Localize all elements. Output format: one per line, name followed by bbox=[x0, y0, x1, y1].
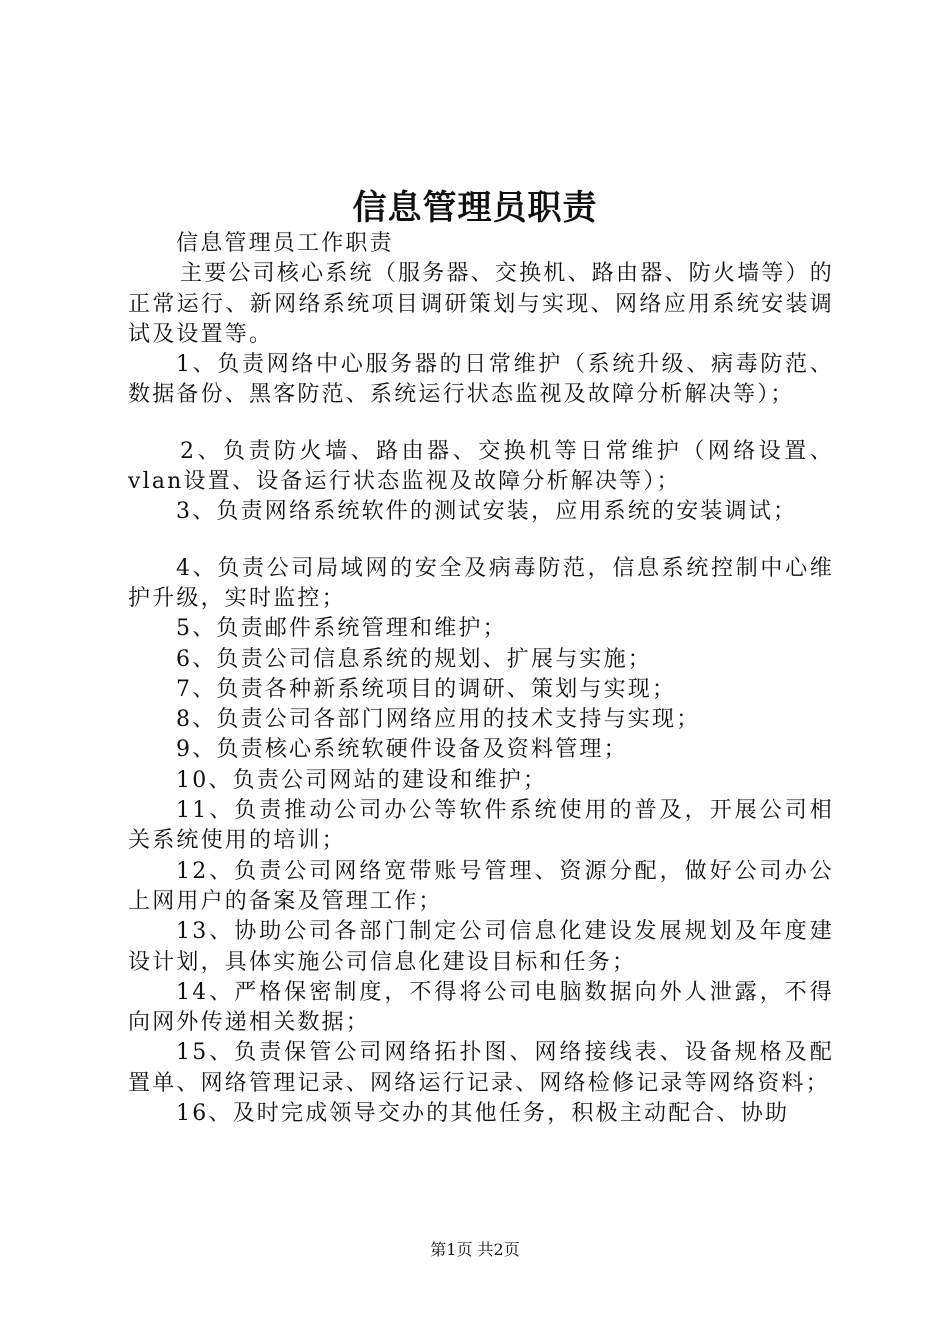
duty-item-14: 14、严格保密制度，不得将公司电脑数据向外人泄露，不得向网外传递相关数据； bbox=[128, 979, 834, 1036]
duty-item-10: 10、负责公司网站的建设和维护； bbox=[176, 767, 548, 793]
duty-item-16: 16、及时完成领导交办的其他任务，积极主动配合、协助 bbox=[176, 1101, 790, 1127]
duty-item-2: 2、负责防火墙、路由器、交换机等日常维护（网络设置、vlan设置、设备运行状态监视及故障分析解决等）； bbox=[128, 438, 834, 495]
duty-item-11: 11、负责推动公司办公等软件系统使用的普及，开展公司相关系统使用的培训； bbox=[128, 798, 834, 854]
duty-item-6: 6、负责公司信息系统的规划、扩展与实施； bbox=[176, 646, 652, 672]
duty-item-15: 15、负责保管公司网络拓扑图、网络接线表、设备规格及配置单、网络管理记录、网络运行记录、网络检修记录等网络资料； bbox=[128, 1040, 834, 1096]
intro-paragraph: 主要公司核心系统（服务器、交换机、路由器、防火墙等）的正常运行、新网络系统项目调研策划与实现、网络应用系统安装调试及设置等。 bbox=[128, 261, 834, 347]
duty-item-1: 1、负责网络中心服务器的日常维护（系统升级、病毒防范、数据备份、黑客防范、系统运行状态监视及故障分析解决等）； bbox=[128, 352, 834, 408]
duty-item-8: 8、负责公司各部门网络应用的技术支持与实现； bbox=[176, 707, 701, 733]
duty-item-9: 9、负责核心系统软硬件设备及资料管理； bbox=[176, 737, 628, 763]
duty-item-13: 13、协助公司各部门制定公司信息化建设发展规划及年度建设计划，具体实施公司信息化建设目标和任务； bbox=[128, 919, 834, 975]
page-number-footer: 第1页 共2页 bbox=[430, 1240, 520, 1259]
duty-item-4: 4、负责公司局域网的安全及病毒防范，信息系统控制中心维护升级，实时监控； bbox=[128, 555, 834, 611]
document-title: 信息管理员职责 bbox=[352, 188, 598, 228]
duty-item-5: 5、负责邮件系统管理和维护； bbox=[176, 616, 507, 642]
section-heading: 信息管理员工作职责 bbox=[176, 231, 394, 256]
duty-item-12: 12、负责公司网络宽带账号管理、资源分配，做好公司办公上网用户的备案及管理工作； bbox=[128, 858, 834, 914]
document-body bbox=[128, 229, 834, 1129]
duty-item-7: 7、负责各种新系统项目的调研、策划与实现； bbox=[176, 676, 677, 702]
duty-item-3: 3、负责网络系统软件的测试安装，应用系统的安装调试； bbox=[176, 499, 798, 525]
